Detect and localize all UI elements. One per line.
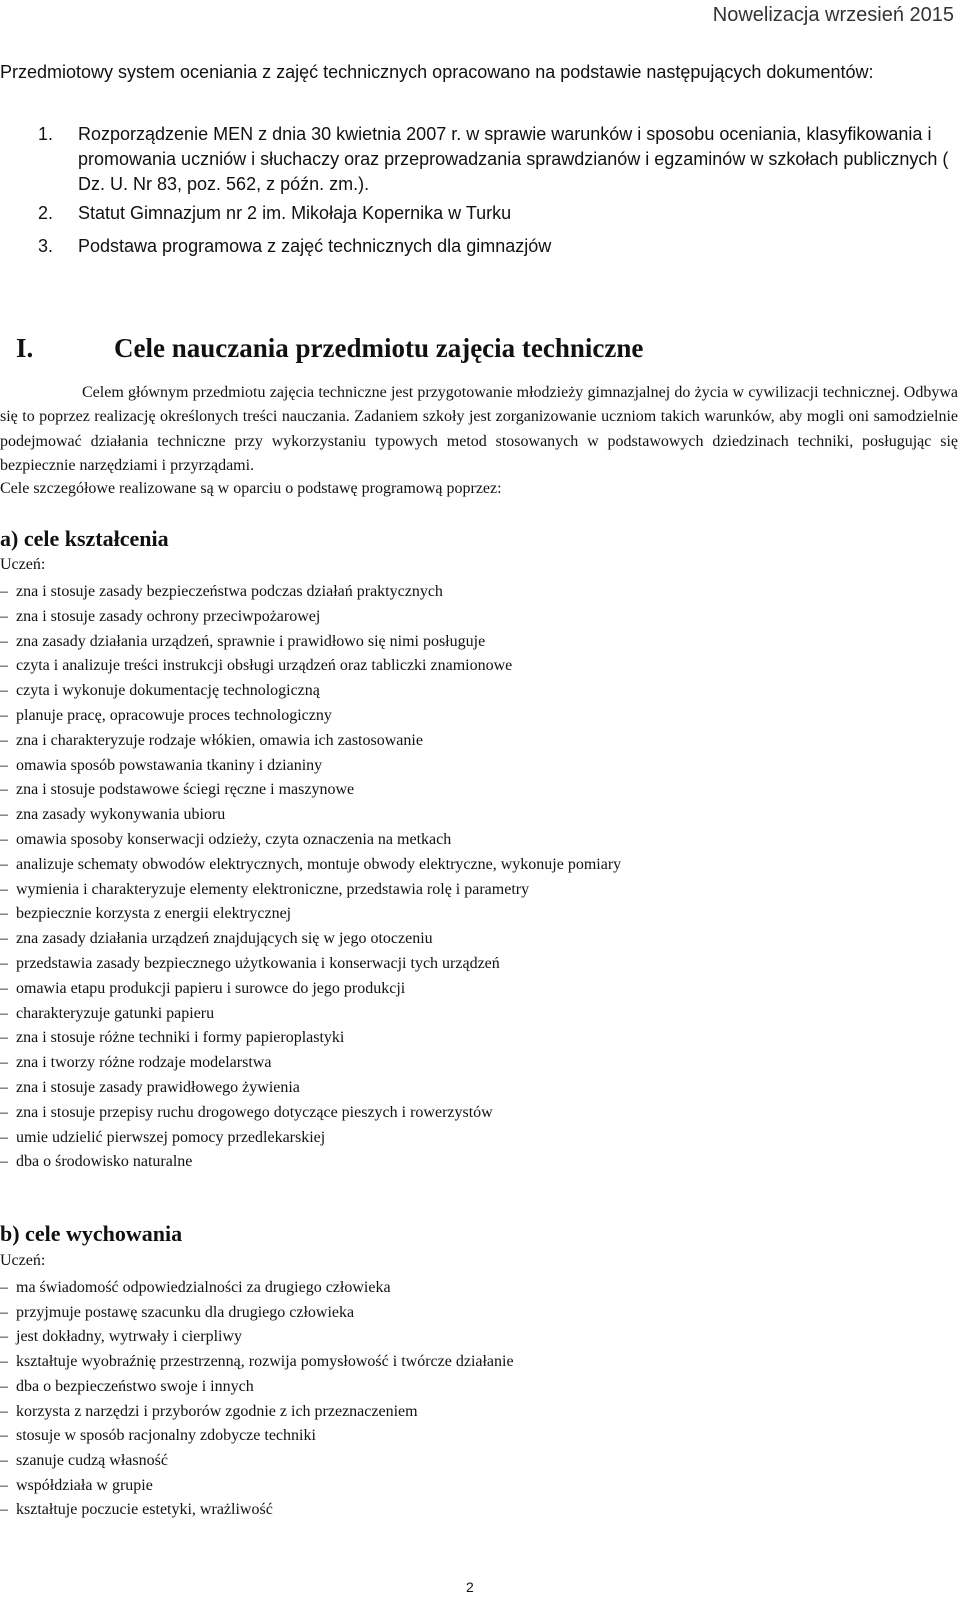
document-item: [0, 122, 950, 197]
list-item: [0, 1150, 621, 1175]
list-item: [0, 630, 621, 655]
list-item: [0, 729, 621, 754]
dash-bullet: –: [0, 1078, 8, 1096]
list-item: [0, 1002, 621, 1027]
dash-bullet: –: [0, 830, 8, 848]
dash-bullet: –: [0, 1153, 8, 1171]
document-number: 1.: [38, 124, 54, 144]
dash-bullet: –: [0, 1054, 8, 1072]
goals-b-student-label: Uczeń:: [0, 1252, 46, 1269]
list-item: [0, 803, 621, 828]
dash-bullet: –: [0, 1353, 8, 1371]
goals-a-student-label: Uczeń:: [0, 556, 46, 573]
list-item-text: zna i stosuje zasady bezpieczeństwa podczas działań praktycznych: [16, 583, 443, 600]
dash-bullet: –: [0, 1303, 8, 1321]
list-item-text: zna i stosuje zasady prawidłowego żywienia: [16, 1078, 300, 1096]
list-item-text: kształtuje wyobraźnię przestrzenną, rozwija pomysłowość i twórcze działanie: [16, 1353, 514, 1371]
goals-a-list: [0, 580, 621, 1175]
list-item-text: umie udzielić pierwszej pomocy przedlekarskiej: [16, 1128, 326, 1146]
list-item-text: zna i tworzy różne rodzaje modelarstwa: [16, 1054, 272, 1072]
section-title-text: Cele nauczania przedmiotu zajęcia techniczne: [114, 333, 644, 363]
dash-bullet: –: [0, 756, 8, 774]
document-text: Statut Gimnazjum nr 2 im. Mikołaja Kopernika w Turku: [78, 203, 512, 223]
list-item-text: szanuje cudzą własność: [16, 1451, 168, 1469]
dash-bullet: –: [0, 1128, 8, 1146]
dash-bullet: –: [0, 855, 8, 873]
list-item: [0, 952, 621, 977]
list-item: [0, 1350, 514, 1375]
list-item-text: planuje pracę, opracowuje proces technologiczny: [16, 706, 332, 724]
goals-b-heading: b) cele wychowania: [0, 1221, 183, 1246]
dash-bullet: –: [0, 1029, 8, 1047]
section-number: I.: [16, 333, 34, 363]
list-item: [0, 927, 621, 952]
list-item: [0, 828, 621, 853]
document-item: [0, 201, 950, 226]
list-item: [0, 1400, 514, 1425]
list-item: [0, 977, 621, 1002]
dash-bullet: –: [0, 1004, 8, 1022]
list-item: [0, 902, 621, 927]
goals-a-heading: a) cele kształcenia: [0, 526, 169, 551]
dash-bullet: –: [0, 954, 8, 972]
list-item-text: zna zasady wykonywania ubioru: [16, 806, 226, 824]
list-item-text: charakteryzuje gatunki papieru: [16, 1004, 215, 1022]
list-item-text: zna i stosuje przepisy ruchu drogowego dotyczące pieszych i rowerzystów: [16, 1103, 493, 1121]
list-item: [0, 1424, 514, 1449]
list-item-text: czyta i wykonuje dokumentację technologiczną: [16, 682, 320, 700]
dash-bullet: –: [0, 657, 8, 675]
list-item: [0, 1051, 621, 1076]
dash-bullet: –: [0, 607, 8, 625]
list-item-text: wymienia i charakteryzuje elementy elektroniczne, przedstawia rolę i parametry: [16, 880, 530, 898]
dash-bullet: –: [0, 682, 8, 700]
page-number: 2: [466, 1579, 474, 1595]
dash-bullet: –: [0, 979, 8, 997]
dash-bullet: –: [0, 1501, 8, 1519]
list-item-text: zna zasady działania urządzeń, sprawnie i prawidłowo się nimi posługuje: [16, 632, 486, 650]
list-item-text: zna zasady działania urządzeń znajdujących się w jego otoczeniu: [16, 930, 433, 948]
dash-bullet: –: [0, 706, 8, 724]
document-text: Podstawa programowa z zajęć technicznych dla gimnazjów: [78, 236, 552, 256]
list-item: [0, 1276, 514, 1301]
list-item: [0, 654, 621, 679]
list-item-text: współdziała w grupie: [16, 1476, 153, 1494]
document-number: 2.: [38, 203, 54, 223]
document-number: 3.: [38, 236, 54, 256]
section-paragraph-2: Cele szczegółowe realizowane są w oparciu o podstawę programową poprzez:: [0, 480, 502, 497]
list-item: [0, 1474, 514, 1499]
list-item-text: omawia sposób powstawania tkaniny i dzianiny: [16, 756, 323, 774]
dash-bullet: –: [0, 781, 8, 799]
list-item-text: zna i stosuje podstawowe ściegi ręczne i maszynowe: [16, 781, 355, 799]
dash-bullet: –: [0, 1476, 8, 1494]
dash-bullet: –: [0, 1402, 8, 1420]
intro-text: Przedmiotowy system oceniania z zajęć technicznych opracowano na podstawie następujących dokumentów:: [0, 62, 874, 82]
list-item: [0, 1026, 621, 1051]
list-item-text: omawia etapu produkcji papieru i surowce do jego produkcji: [16, 979, 406, 997]
list-item: [0, 679, 621, 704]
list-item: [0, 605, 621, 630]
list-item-text: korzysta z narzędzi i przyborów zgodnie z ich przeznaczeniem: [16, 1402, 418, 1420]
list-item: [0, 580, 621, 605]
dash-bullet: –: [0, 1451, 8, 1469]
list-item-text: dba o bezpieczeństwo swoje i innych: [16, 1377, 254, 1395]
documents-list: [0, 122, 950, 259]
list-item: [0, 1126, 621, 1151]
dash-bullet: –: [0, 731, 8, 749]
dash-bullet: –: [0, 1377, 8, 1395]
list-item: [0, 1076, 621, 1101]
dash-bullet: –: [0, 806, 8, 824]
list-item-text: dba o środowisko naturalne: [16, 1153, 193, 1171]
dash-bullet: –: [0, 632, 8, 650]
list-item-text: czyta i analizuje treści instrukcji obsługi urządzeń oraz tabliczki znamionowe: [16, 657, 513, 675]
list-item-text: ma świadomość odpowiedzialności za drugiego człowieka: [16, 1279, 391, 1296]
section-paragraph: Celem głównym przedmiotu zajęcia techniczne jest przygotowanie młodzieży gimnazjalnej do życia w cywilizacji technicznej. Odbywa się to poprzez realizację określonych treści nauczania. Zadaniem szkoły jest zorganizowanie uczniom takich warunków, aby mogli oni samodzielnie podejmować działania techniczne przy wykorzystaniu typowych metod stosowanych w podstawowych dziedzinach techniki, posługując się bezpiecznie narzędziami i przyrządami.: [0, 384, 958, 474]
list-item-text: zna i stosuje różne techniki i formy papieroplastyki: [16, 1029, 345, 1047]
list-item: [0, 878, 621, 903]
dash-bullet: –: [0, 1427, 8, 1445]
list-item: [0, 754, 621, 779]
document-item: [0, 234, 950, 259]
list-item: [0, 1101, 621, 1126]
dash-bullet: –: [0, 583, 8, 600]
list-item: [0, 704, 621, 729]
list-item-text: przedstawia zasady bezpiecznego użytkowania i konserwacji tych urządzeń: [16, 954, 500, 972]
list-item: [0, 778, 621, 803]
dash-bullet: –: [0, 1328, 8, 1346]
list-item-text: analizuje schematy obwodów elektrycznych, montuje obwody elektryczne, wykonuje pomiary: [16, 855, 622, 873]
list-item-text: omawia sposoby konserwacji odzieży, czyta oznaczenia na metkach: [16, 830, 452, 848]
list-item-text: jest dokładny, wytrwały i cierpliwy: [16, 1328, 243, 1346]
dash-bullet: –: [0, 1279, 8, 1296]
list-item-text: zna i stosuje zasady ochrony przeciwpożarowej: [16, 607, 321, 625]
list-item: [0, 1449, 514, 1474]
dash-bullet: –: [0, 1103, 8, 1121]
list-item-text: bezpiecznie korzysta z energii elektrycznej: [16, 905, 292, 923]
list-item-text: przyjmuje postawę szacunku dla drugiego człowieka: [16, 1303, 355, 1321]
list-item-text: stosuje w sposób racjonalny zdobycze techniki: [16, 1427, 316, 1445]
list-item: [0, 1498, 514, 1523]
list-item: [0, 1301, 514, 1326]
dash-bullet: –: [0, 930, 8, 948]
goals-b-list: [0, 1276, 514, 1523]
list-item-text: zna i charakteryzuje rodzaje włókien, omawia ich zastosowanie: [16, 731, 423, 749]
section-title: [16, 333, 643, 364]
list-item: [0, 1375, 514, 1400]
dash-bullet: –: [0, 905, 8, 923]
list-item-text: kształtuje poczucie estetyki, wrażliwość: [16, 1501, 273, 1519]
document-header: Nowelizacja wrzesień 2015: [712, 4, 954, 26]
list-item: [0, 1325, 514, 1350]
document-text: Rozporządzenie MEN z dnia 30 kwietnia 2007 r. w sprawie warunków i sposobu oceniania, klasyfikowania i promowania uczniów i słuchaczy oraz przeprowadzania sprawdzianów i egzaminów w szkołach publicznych ( Dz. U. Nr 83, poz. 562, z późn. zm.).: [78, 124, 949, 194]
dash-bullet: –: [0, 880, 8, 898]
list-item: [0, 853, 621, 878]
